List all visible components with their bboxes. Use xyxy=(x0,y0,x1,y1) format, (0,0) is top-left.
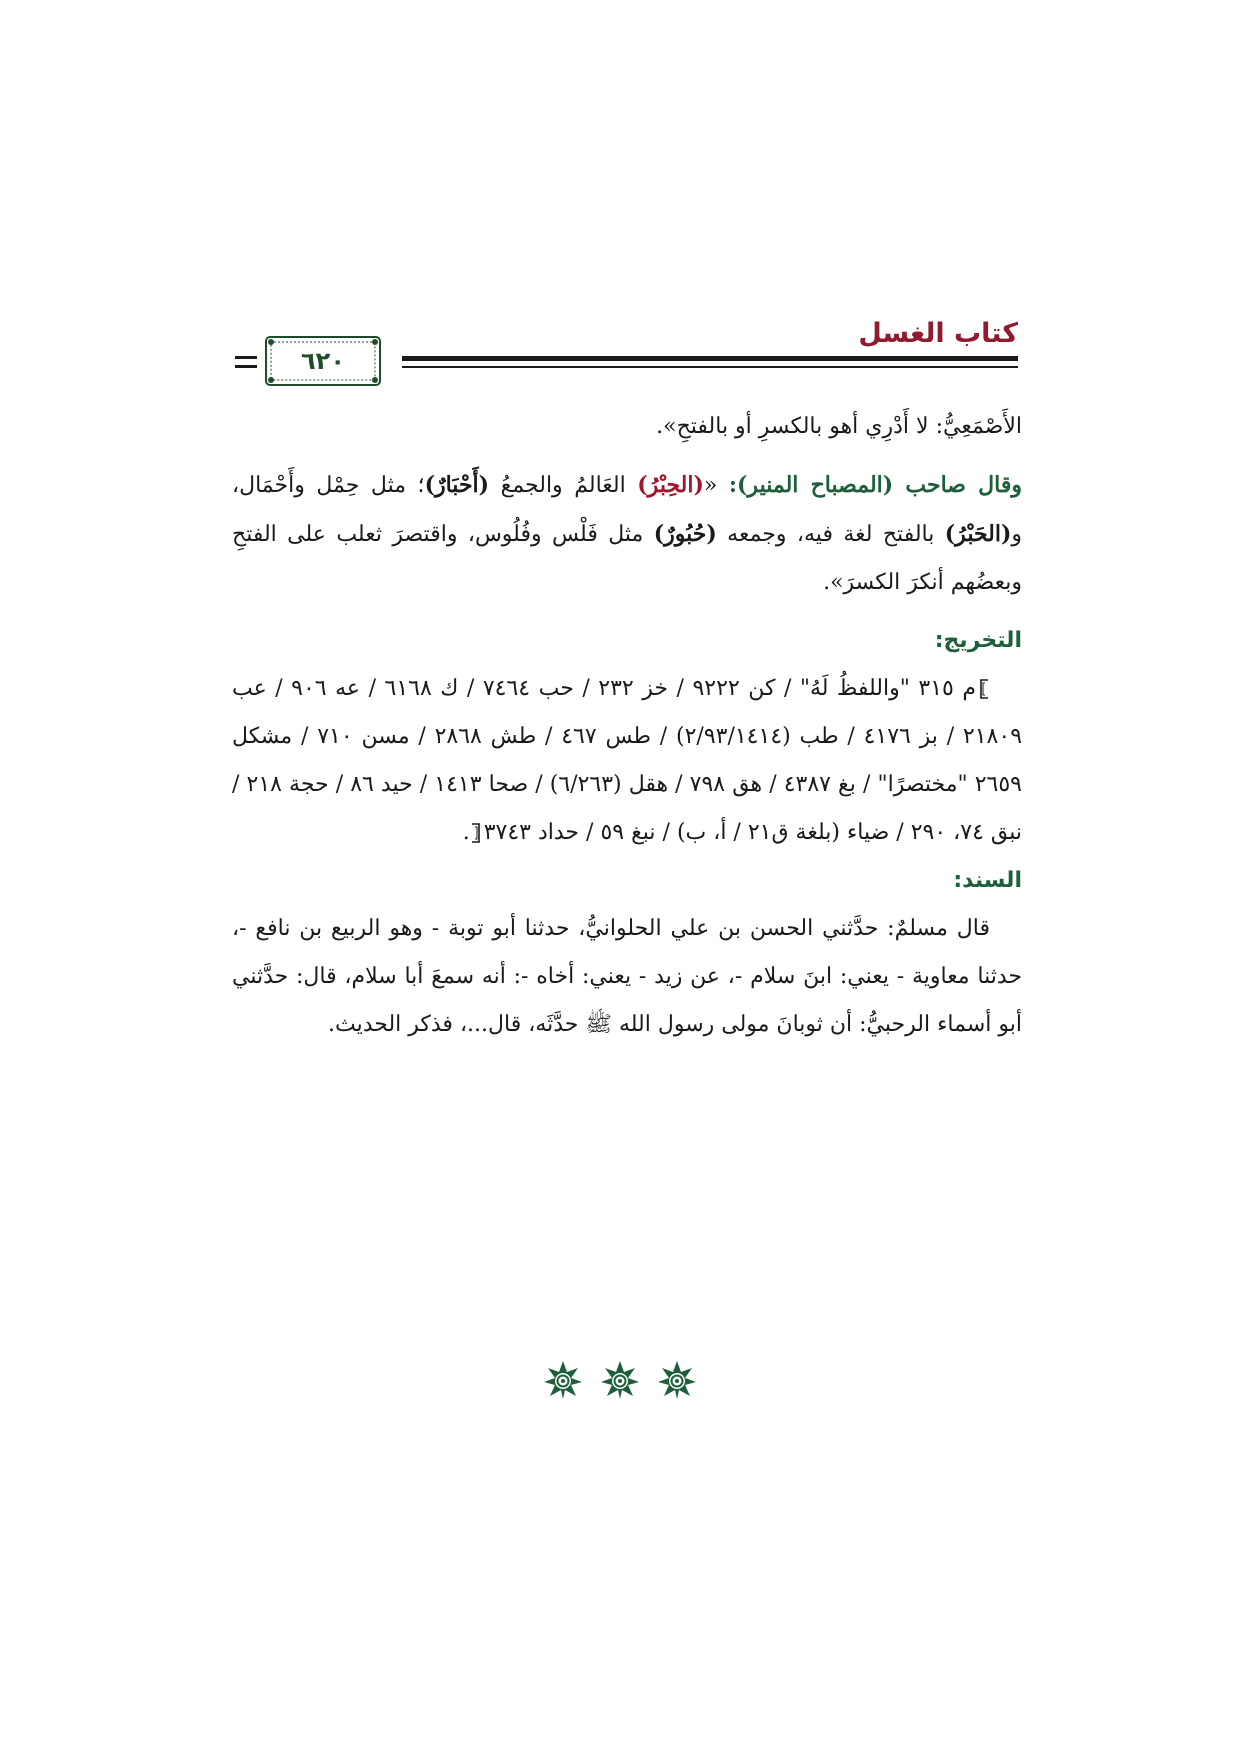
takhrij-heading: التخريج: xyxy=(934,628,1022,653)
misbah-paragraph xyxy=(232,461,1022,607)
misbah-text-1: العَالمُ والجمعُ xyxy=(489,473,638,498)
takhrij-paragraph xyxy=(232,665,1022,857)
misbah-lead: وقال صاحب (المصباح المنير): xyxy=(728,472,1023,498)
page-header xyxy=(235,316,1018,388)
header-rule-thin xyxy=(402,366,1018,368)
misbah-text-4: مثل فَلْس وفُلُوس، واقتصرَ ثعلب على الفتحِ وبعضُهم أنكرَ الكسرَ». xyxy=(232,522,1022,595)
page-content xyxy=(232,403,1022,1049)
quote-tail: الأَصْمَعِيُّ: لا أَدْرِي أهو بالكسرِ أو بالفتحِ». xyxy=(656,414,1022,439)
open-bracket-icon xyxy=(976,678,990,700)
sanad-paragraph: قال مسلمٌ: حدَّثني الحسن بن علي الحلوانيُّ، حدثنا أبو توبة - وهو الربيع بن نافع -، حدثنا معاوية - يعني: ابنَ سلام -، عن زيد - يعني: أخاه -: أنه سمعَ أبا سلام، قال: حدَّثني أبو أسماء الرحبيُّ: أن ثوبانَ مولى رسول الله ﷺ حدَّثَه، قال...، فذكر الحديث. xyxy=(232,916,1022,1037)
left-rule-bottom xyxy=(235,365,257,368)
term-hubur: (حُبُورٌ) xyxy=(653,521,717,547)
end-ornament xyxy=(0,1360,1240,1404)
flower-ornament-icon xyxy=(600,1360,640,1400)
misbah-open-quote: « xyxy=(703,473,729,498)
left-rule-top xyxy=(235,356,257,359)
flower-ornament-icon xyxy=(543,1360,583,1400)
running-title: كتاب الغسل xyxy=(858,318,1018,349)
takhrij-text: م ٣١٥ "واللفظُ لَهُ" / كن ٩٢٢٢ / خز ٢٣٢ / حب ٧٤٦٤ / ك ٦١٦٨ / عه ٩٠٦ / عب ٢١٨٠٩ / بز ٤١٧٦ / طب (٢/٩٣/١٤١٤) / طس ٤٦٧ / طش ٢٨٦٨ / مسن ٧١٠ / مشكل ٢٦٥٩ "مختصرًا" / بغ ٤٣٨٧ / هق ٧٩٨ / هقل (٦/٢٦٣) / صحا ١٤١٣ / حيد ٨٦ / حجة ٢١٨ / نبق ٧٤، ٢٩٠ / ضياء (بلغة ق٢١ / أ، ب) / نبغ ٥٩ / حداد ٣٧٤٣ xyxy=(232,676,1023,845)
page-number: ٦٢٠ xyxy=(301,347,345,375)
misbah-text-3: بالفتح لغة فيه، وجمعه xyxy=(716,522,945,547)
flower-ornament-icon xyxy=(657,1360,697,1400)
term-habr-fath: (الحَبْرُ) xyxy=(944,521,1012,547)
sanad-heading: السند: xyxy=(953,868,1022,893)
takhrij-end: . xyxy=(462,820,470,845)
misbah-text-2: ؛ مثل حِمْل وأَحْمَال، و xyxy=(232,473,1023,547)
header-rule-thick xyxy=(402,356,1018,361)
page-number-badge xyxy=(265,336,381,386)
term-hibr-kasr: (الحِبْرُ) xyxy=(637,472,704,498)
term-ahbar: (أَحْبَارٌ) xyxy=(424,472,490,498)
close-bracket-icon xyxy=(470,822,484,844)
